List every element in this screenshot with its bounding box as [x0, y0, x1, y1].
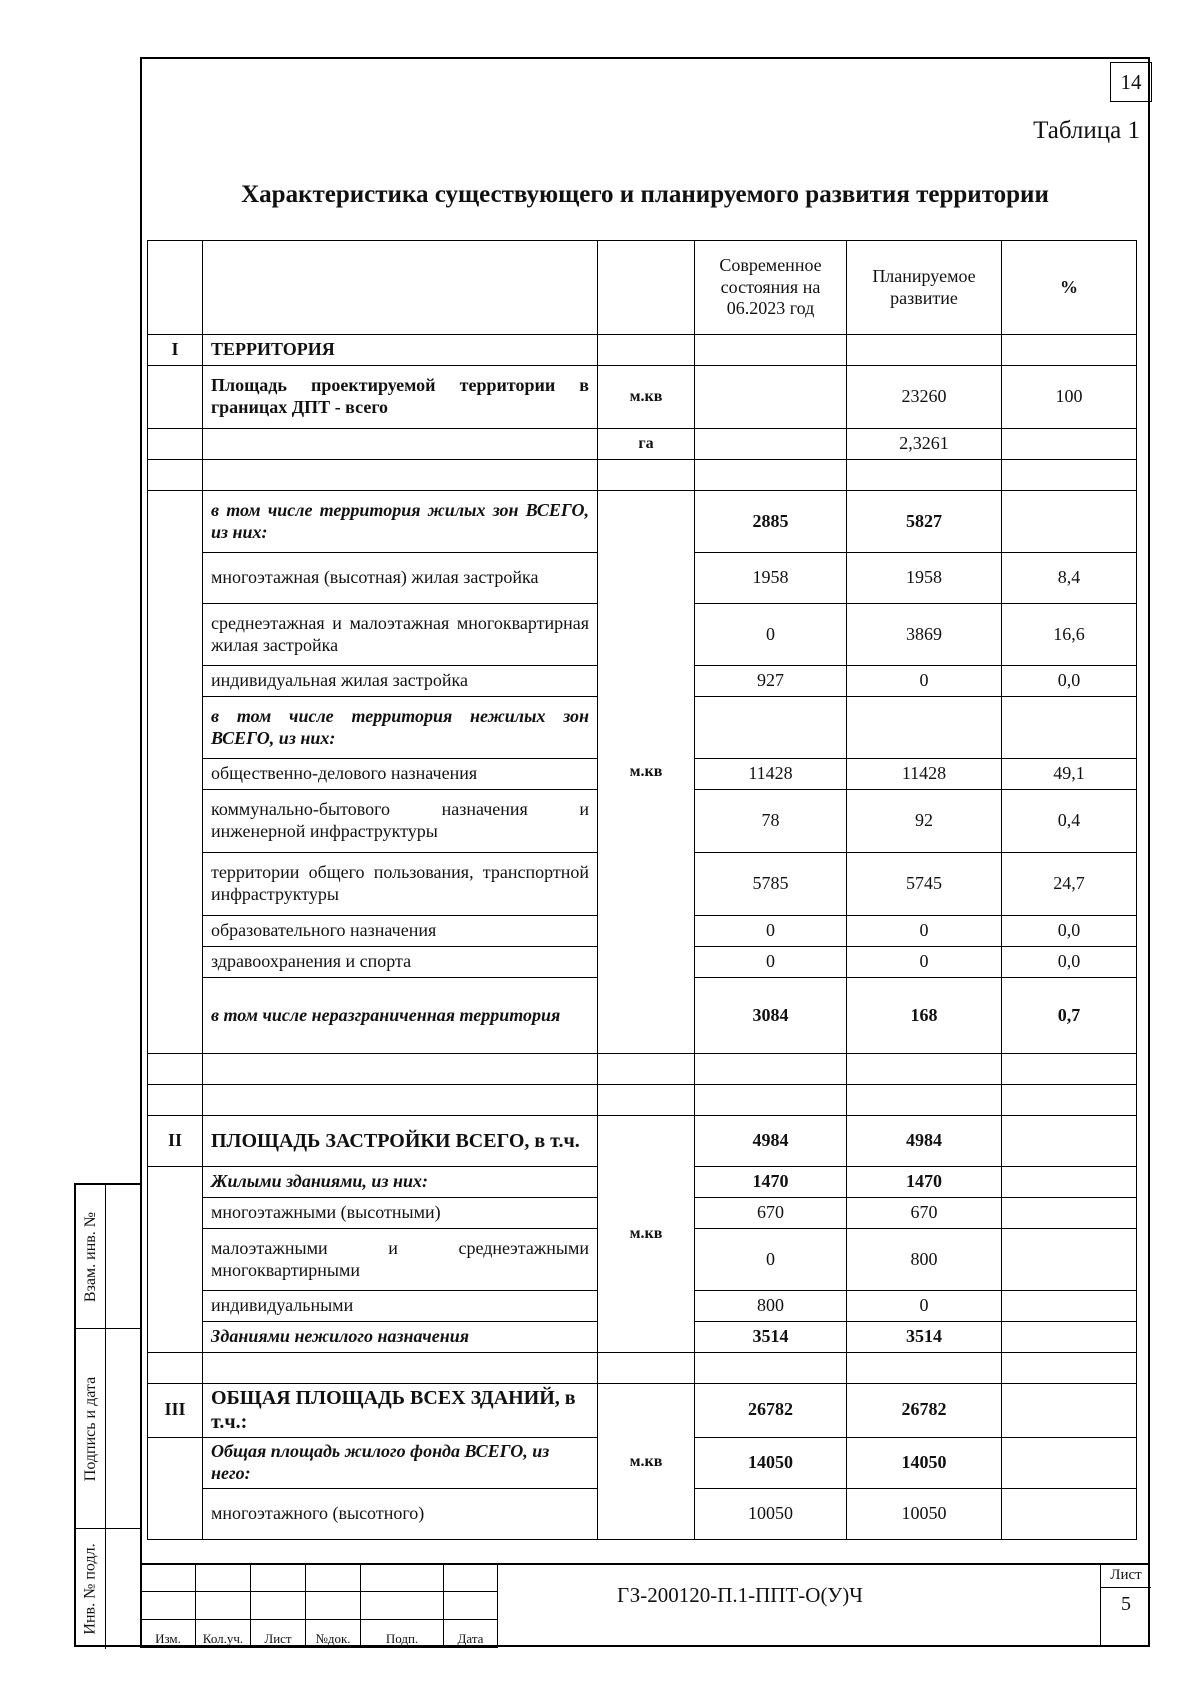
unit-cell: м.кв	[598, 1384, 695, 1540]
territory-table	[147, 240, 1137, 1540]
value-percent	[1002, 1437, 1137, 1488]
value-current: 2885	[695, 491, 847, 553]
value-percent: 0,7	[1002, 978, 1137, 1054]
page-title: Характеристика существующего и планируемого развития территории	[241, 181, 1049, 208]
value-planned: 26782	[847, 1384, 1002, 1438]
row-label: многоэтажными (высотными)	[203, 1198, 598, 1229]
stamp-col-label: Подп.	[361, 1620, 444, 1648]
value-planned: 23260	[847, 366, 1002, 429]
unit-cell: га	[598, 429, 695, 460]
value-planned: 4984	[847, 1116, 1002, 1167]
value-planned: 5827	[847, 491, 1002, 553]
value-current: 4984	[695, 1116, 847, 1167]
row-label: ПЛОЩАДЬ ЗАСТРОЙКИ ВСЕГО, в т.ч.	[203, 1116, 598, 1167]
value-current: 1958	[695, 553, 847, 604]
row-label: среднеэтажная и малоэтажная многоквартирная жилая застройка	[203, 604, 598, 666]
value-planned: 0	[847, 666, 1002, 697]
value-percent	[1002, 491, 1137, 553]
stamp-col-label: Дата	[444, 1620, 498, 1648]
stamp-col-label: Изм.	[141, 1620, 196, 1648]
value-percent: 0,4	[1002, 790, 1137, 853]
value-planned: 0	[847, 947, 1002, 978]
row-label: коммунально-бытового назначения и инженерной инфраструктуры	[203, 790, 598, 853]
value-percent	[1002, 1198, 1137, 1229]
value-planned: 11428	[847, 759, 1002, 790]
value-percent: 49,1	[1002, 759, 1137, 790]
value-current: 5785	[695, 853, 847, 916]
stamp-col-label: №док.	[306, 1620, 361, 1648]
row-label: в том числе неразграниченная территория	[203, 978, 598, 1054]
value-percent	[1002, 1291, 1137, 1322]
value-planned: 14050	[847, 1437, 1002, 1488]
value-percent	[1002, 1488, 1137, 1539]
table-header-row	[148, 241, 1137, 335]
value-planned: 0	[847, 1291, 1002, 1322]
value-percent: 16,6	[1002, 604, 1137, 666]
value-current: 14050	[695, 1437, 847, 1488]
value-percent: 0,0	[1002, 947, 1137, 978]
left-margin-stamp	[74, 1183, 140, 1647]
value-planned: 3514	[847, 1322, 1002, 1353]
margin-label-inv-podl: Инв. № подл.	[82, 1543, 100, 1635]
value-percent	[1002, 1167, 1137, 1198]
section-row	[148, 335, 1137, 366]
table-row	[148, 1116, 1137, 1167]
title-block	[140, 1563, 1150, 1647]
value-planned: 0	[847, 916, 1002, 947]
value-planned: 670	[847, 1198, 1002, 1229]
value-planned: 2,3261	[847, 429, 1002, 460]
empty-row	[148, 1353, 1137, 1384]
table-row	[148, 366, 1137, 429]
value-planned: 10050	[847, 1488, 1002, 1539]
value-percent: 0,0	[1002, 666, 1137, 697]
value-percent: 100	[1002, 366, 1137, 429]
table-label: Таблица 1	[1033, 117, 1140, 144]
stamp-col-label: Лист	[251, 1620, 306, 1648]
stamp-col-label: Кол.уч.	[196, 1620, 251, 1648]
section-number: II	[148, 1116, 203, 1167]
value-planned: 168	[847, 978, 1002, 1054]
margin-label-inv-vzam: Взам. инв. №	[82, 1211, 100, 1303]
row-label: индивидуальными	[203, 1291, 598, 1322]
value-current: 0	[695, 947, 847, 978]
margin-label-sign-date: Подпись и дата	[82, 1376, 99, 1482]
document-code: ГЗ-200120-П.1-ППТ-О(У)Ч	[617, 1583, 863, 1607]
value-current: 1470	[695, 1167, 847, 1198]
value-current: 0	[695, 1229, 847, 1291]
value-current: 78	[695, 790, 847, 853]
value-percent	[1002, 1229, 1137, 1291]
row-label: индивидуальная жилая застройка	[203, 666, 598, 697]
value-current: 11428	[695, 759, 847, 790]
empty-row	[148, 460, 1137, 491]
row-label: ОБЩАЯ ПЛОЩАДЬ ВСЕХ ЗДАНИЙ, в т.ч.:	[203, 1384, 598, 1438]
row-label: Площадь проектируемой территории в границах ДПТ - всего	[203, 366, 598, 429]
value-planned: 3869	[847, 604, 1002, 666]
row-label: территории общего пользования, транспортной инфраструктуры	[203, 853, 598, 916]
header-percent: %	[1002, 241, 1137, 335]
value-current: 0	[695, 916, 847, 947]
margin-cell-inv-podl	[76, 1529, 106, 1649]
value-planned	[847, 697, 1002, 759]
sheet-number: 5	[1121, 1593, 1131, 1615]
row-label: многоэтажная (высотная) жилая застройка	[203, 553, 598, 604]
unit-cell: м.кв	[598, 491, 695, 1054]
value-percent	[1002, 1322, 1137, 1353]
section-number: III	[148, 1384, 203, 1438]
value-current: 26782	[695, 1384, 847, 1438]
value-current: 670	[695, 1198, 847, 1229]
value-current: 10050	[695, 1488, 847, 1539]
value-percent: 0,0	[1002, 916, 1137, 947]
value-current: 0	[695, 604, 847, 666]
row-label: образовательного назначения	[203, 916, 598, 947]
header-current: Современное состояния на 06.2023 год	[695, 241, 847, 335]
value-planned: 5745	[847, 853, 1002, 916]
sheet-box	[1100, 1563, 1151, 1647]
value-planned: 1470	[847, 1167, 1002, 1198]
value-planned: 800	[847, 1229, 1002, 1291]
value-planned: 92	[847, 790, 1002, 853]
row-label: Общая площадь жилого фонда ВСЕГО, из него:	[203, 1437, 598, 1488]
value-current: 3084	[695, 978, 847, 1054]
value-percent: 8,4	[1002, 553, 1137, 604]
revision-grid	[140, 1563, 498, 1648]
value-current	[695, 697, 847, 759]
value-current: 3514	[695, 1322, 847, 1353]
margin-cell-inv-vzam	[76, 1185, 106, 1329]
row-label: в том числе территория нежилых зон ВСЕГО, из них:	[203, 697, 598, 759]
row-label: Зданиями нежилого назначения	[203, 1322, 598, 1353]
header-planned: Планируемое развитие	[847, 241, 1002, 335]
unit-cell: м.кв	[598, 366, 695, 429]
row-label: в том числе территория жилых зон ВСЕГО, из них:	[203, 491, 598, 553]
section-title: ТЕРРИТОРИЯ	[203, 335, 598, 366]
page-number: 14	[1110, 62, 1152, 102]
value-percent	[1002, 697, 1137, 759]
table-row	[148, 429, 1137, 460]
empty-row	[148, 1054, 1137, 1085]
row-label: многоэтажного (высотного)	[203, 1488, 598, 1539]
empty-row	[148, 1085, 1137, 1116]
margin-cell-sign-date	[76, 1329, 106, 1529]
section-number: I	[148, 335, 203, 366]
value-percent	[1002, 1384, 1137, 1438]
row-label: малоэтажными и среднеэтажными многоквартирными	[203, 1229, 598, 1291]
value-current: 927	[695, 666, 847, 697]
value-percent: 24,7	[1002, 853, 1137, 916]
value-percent	[1002, 1116, 1137, 1167]
sheet-label: Лист	[1101, 1563, 1151, 1588]
value-planned: 1958	[847, 553, 1002, 604]
row-label: общественно-делового назначения	[203, 759, 598, 790]
row-label: здравоохранения и спорта	[203, 947, 598, 978]
table-row	[148, 491, 1137, 553]
value-current: 800	[695, 1291, 847, 1322]
table-row	[148, 1384, 1137, 1438]
unit-cell: м.кв	[598, 1116, 695, 1353]
row-label: Жилыми зданиями, из них:	[203, 1167, 598, 1198]
